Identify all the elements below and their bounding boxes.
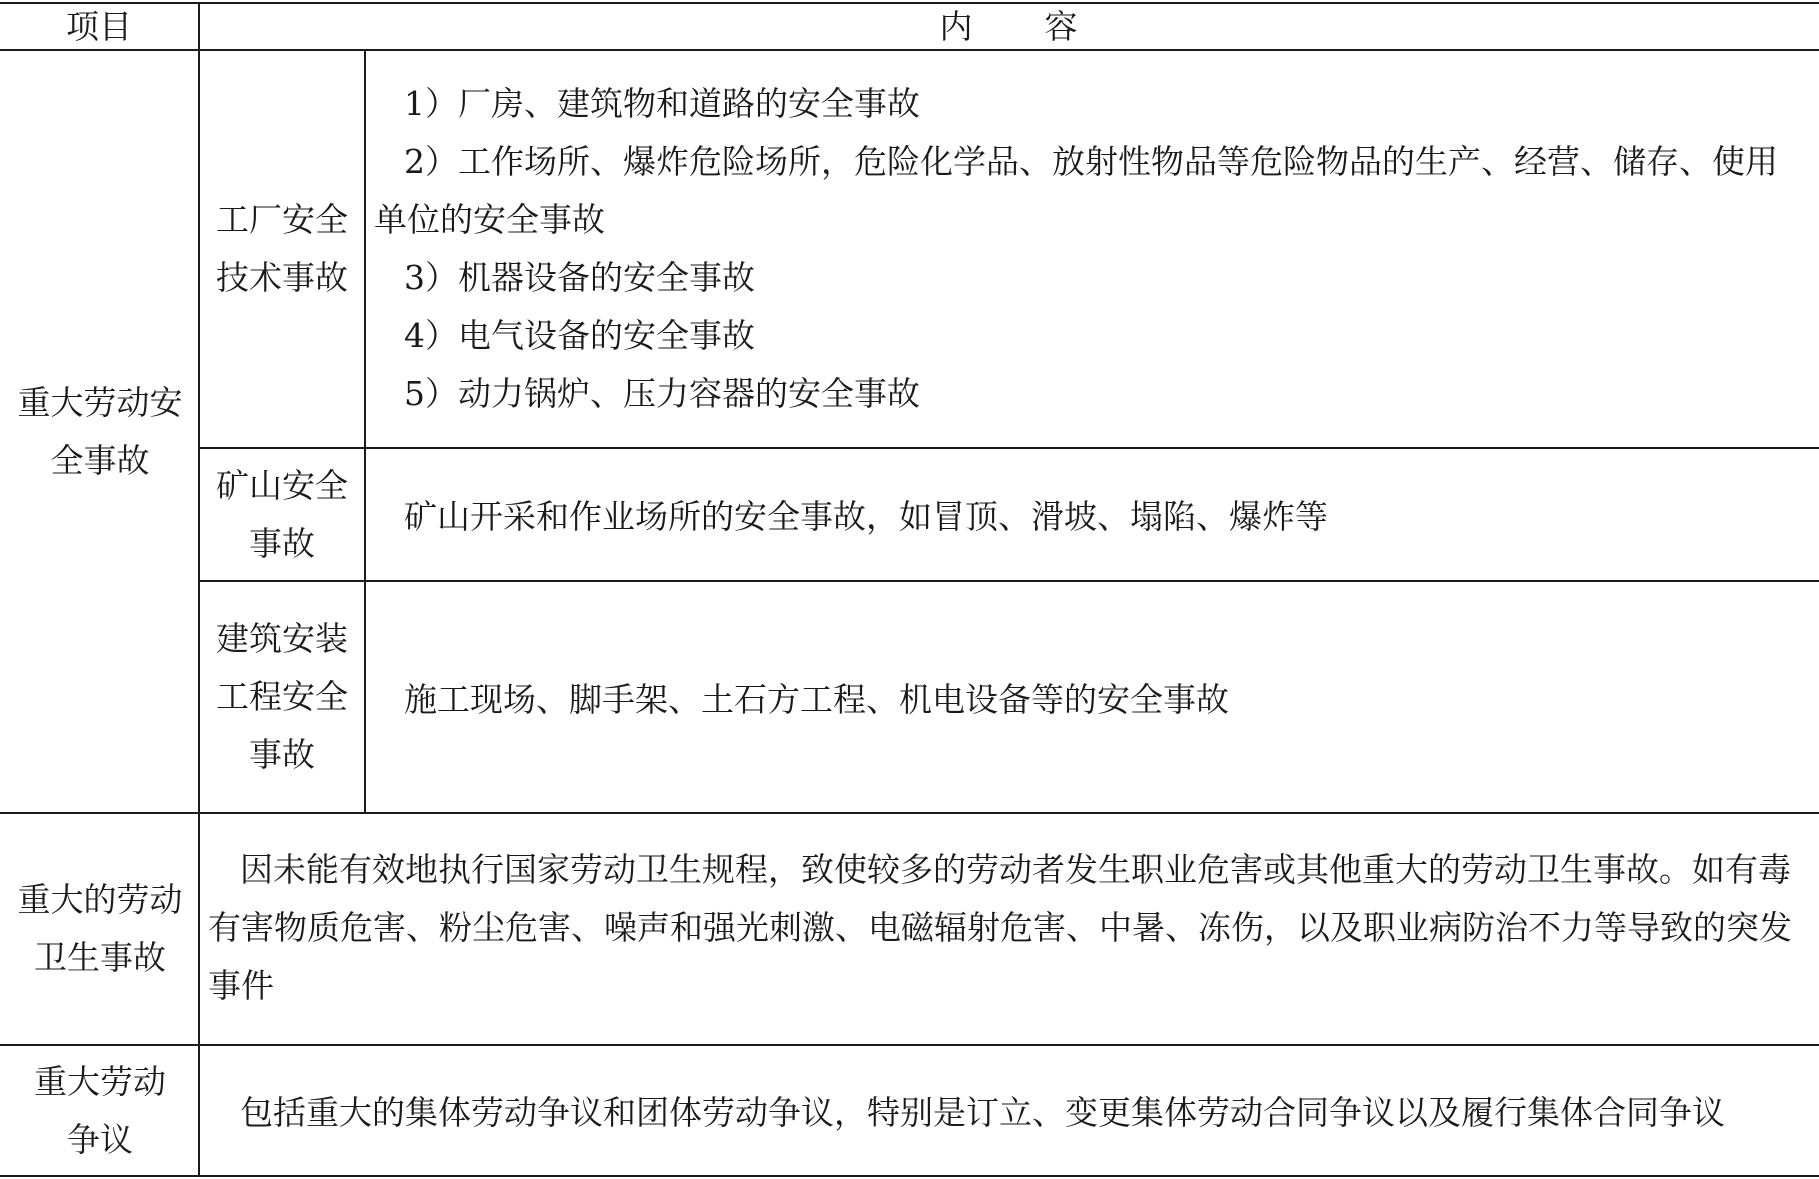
rule-col2: [364, 49, 366, 814]
header-content: [200, 4, 1819, 49]
header-content-label: 内 容: [939, 6, 1080, 46]
rule-col1: [198, 2, 200, 1177]
mine-label-cell: [208, 449, 356, 580]
labor-dispute-label: 重大劳动争议: [34, 1061, 166, 1159]
labor-health-line-3: 事件: [208, 966, 274, 1005]
mine-content: 矿山开采和作业场所的安全事故，如冒顶、滑坡、塌陷、爆炸等: [404, 497, 1328, 536]
factory-item-3: 3）机器设备的安全事故: [404, 258, 755, 297]
factory-item-2: 2）工作场所、爆炸危险场所，危险化学品、放射性物品等危险物品的生产、经营、储存、使用: [404, 142, 1778, 181]
rule-safety-bottom: [0, 812, 1819, 814]
labor-dispute-label-cell: [8, 1046, 192, 1175]
labor-health-line-1: 因未能有效地执行国家劳动卫生规程，致使较多的劳动者发生职业危害或其他重大的劳动卫生事故。如有毒: [240, 850, 1791, 889]
construction-content: 施工现场、脚手架、土石方工程、机电设备等的安全事故: [404, 679, 1229, 719]
factory-label-cell: [208, 51, 356, 447]
labor-safety-label: 重大劳动安全事故: [17, 382, 183, 480]
factory-label: 工厂安全技术事故: [216, 200, 348, 297]
header-item: [0, 4, 198, 49]
labor-health-content-cell: [208, 841, 1813, 1015]
factory-item-5: 5）动力锅炉、压力容器的安全事故: [404, 374, 920, 413]
factory-content-cell: [374, 75, 1814, 423]
factory-item-2-cont: 单位的安全事故: [374, 200, 605, 239]
mine-label: 矿山安全事故: [216, 465, 348, 563]
factory-item-4: 4）电气设备的安全事故: [404, 316, 755, 355]
labor-dispute-content: 包括重大的集体劳动争议和团体劳动争议，特别是订立、变更集体劳动合同争议以及履行集体合同争议: [240, 1093, 1725, 1132]
construction-label: 建筑安装工程安全事故: [216, 619, 348, 774]
labor-health-line-2: 有害物质危害、粉尘危害、噪声和强光刺激、电磁辐射危害、中暑、冻伤，以及职业病防治不力等导致的突发: [208, 908, 1792, 947]
labor-safety-label-cell: [8, 51, 192, 812]
labor-health-label: 重大的劳动卫生事故: [17, 880, 183, 977]
header-item-label: 项目: [66, 6, 132, 46]
rule-bottom: [0, 1175, 1819, 1177]
labor-dispute-content-cell: [240, 1046, 1810, 1175]
factory-item-1: 1）厂房、建筑物和道路的安全事故: [404, 84, 920, 123]
labor-health-label-cell: [8, 814, 192, 1044]
construction-label-cell: [208, 582, 356, 812]
construction-content-cell: [404, 582, 1804, 812]
mine-content-cell: [404, 449, 1804, 580]
